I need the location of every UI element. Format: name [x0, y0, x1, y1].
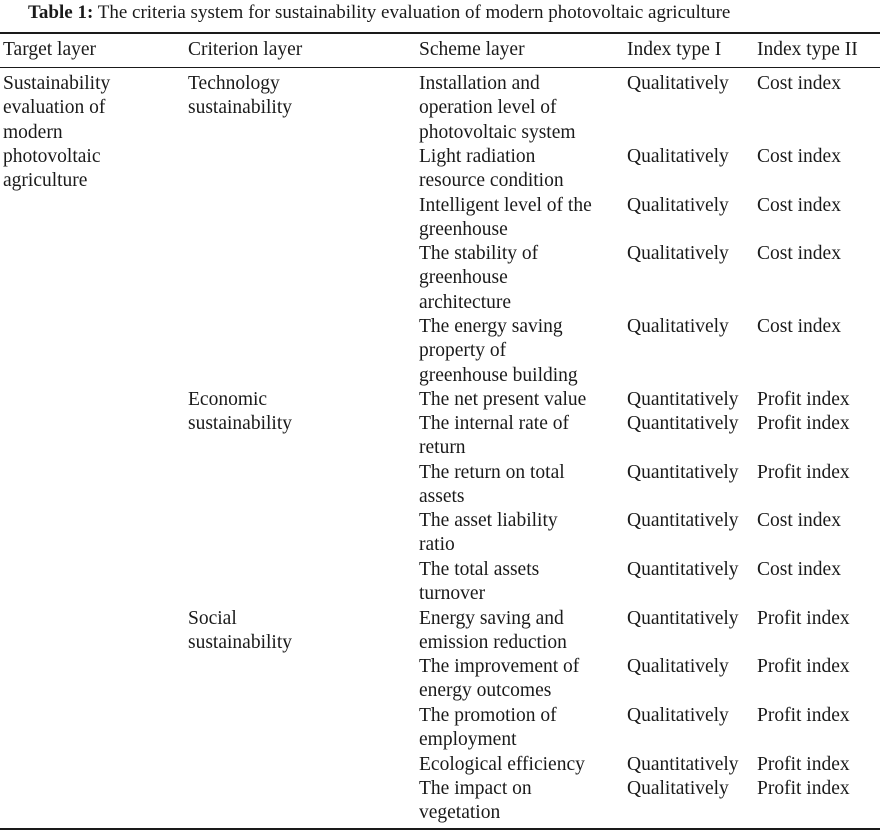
- index-type-1-cell: Qualitatively: [627, 778, 729, 799]
- scheme-cell: [419, 509, 624, 558]
- index-type-1-cell: Quantitatively: [627, 462, 739, 483]
- index-type-2-cell: Profit index: [757, 778, 850, 799]
- scheme-line: resource condition: [419, 170, 564, 192]
- scheme-line: The net present value: [419, 389, 587, 410]
- scheme-line: Intelligent level of the: [419, 195, 592, 216]
- scheme-cell: [419, 194, 624, 243]
- header-criterion-layer: Criterion layer: [188, 39, 303, 60]
- scheme-cell: [419, 777, 624, 826]
- scheme-line: architecture: [419, 291, 512, 313]
- scheme-line: photovoltaic system: [419, 121, 576, 143]
- scheme-line: The promotion of: [419, 705, 557, 726]
- scheme-line: vegetation: [419, 802, 501, 824]
- scheme-cell: [419, 388, 624, 412]
- header-scheme-layer: Scheme layer: [419, 39, 525, 60]
- scheme-line: The asset liability: [419, 510, 558, 531]
- scheme-line: The improvement of: [419, 656, 580, 677]
- top-rule: [0, 32, 880, 34]
- target-line: evaluation of: [3, 97, 106, 119]
- scheme-cell: [419, 655, 624, 704]
- scheme-line: ratio: [419, 534, 455, 556]
- scheme-line: employment: [419, 729, 517, 751]
- scheme-line: greenhouse building: [419, 364, 578, 386]
- scheme-cell: [419, 607, 624, 656]
- criterion-line: Social: [188, 608, 237, 629]
- criterion-line: sustainability: [188, 413, 292, 435]
- scheme-line: The impact on: [419, 778, 532, 799]
- index-type-2-cell: Profit index: [757, 608, 850, 629]
- scheme-line: return: [419, 437, 466, 459]
- index-type-1-cell: Qualitatively: [627, 73, 729, 94]
- scheme-line: Ecological efficiency: [419, 754, 585, 775]
- scheme-line: property of: [419, 340, 507, 362]
- criterion-line: Economic: [188, 389, 268, 410]
- index-type-1-cell: Qualitatively: [627, 316, 729, 337]
- scheme-cell: [419, 242, 624, 315]
- scheme-cell: [419, 315, 624, 388]
- index-type-1-cell: Quantitatively: [627, 559, 739, 580]
- index-type-1-cell: Quantitatively: [627, 389, 739, 410]
- index-type-2-cell: Profit index: [757, 754, 850, 775]
- scheme-line: operation level of: [419, 97, 557, 119]
- criterion-technology: [188, 72, 413, 121]
- index-type-1-cell: Qualitatively: [627, 195, 729, 216]
- scheme-line: The total assets: [419, 559, 540, 580]
- scheme-line: The energy saving: [419, 316, 563, 337]
- table-caption: [0, 0, 880, 30]
- index-type-2-cell: Cost index: [757, 559, 841, 580]
- header-target-layer: Target layer: [3, 39, 97, 60]
- scheme-line: The stability of: [419, 243, 539, 264]
- criterion-social: [188, 607, 413, 656]
- index-type-2-cell: Profit index: [757, 656, 850, 677]
- index-type-1-cell: Qualitatively: [627, 146, 729, 167]
- scheme-cell: [419, 412, 624, 461]
- index-type-2-cell: Cost index: [757, 146, 841, 167]
- scheme-cell: [419, 704, 624, 753]
- index-type-2-cell: Profit index: [757, 462, 850, 483]
- scheme-cell: [419, 145, 624, 194]
- caption-text: The criteria system for sustainability evaluation of modern photovoltaic agriculture: [97, 2, 731, 23]
- index-type-2-cell: Profit index: [757, 389, 850, 410]
- index-type-2-cell: Cost index: [757, 243, 841, 264]
- bottom-rule: [0, 828, 880, 830]
- index-type-2-cell: Cost index: [757, 316, 841, 337]
- target-layer-cell: [3, 72, 183, 193]
- scheme-line: emission reduction: [419, 632, 567, 654]
- index-type-1-cell: Quantitatively: [627, 413, 739, 434]
- criterion-line: sustainability: [188, 632, 292, 654]
- target-line: agriculture: [3, 170, 88, 192]
- caption-label: Table 1:: [28, 2, 94, 23]
- index-type-1-cell: Qualitatively: [627, 243, 729, 264]
- scheme-line: Energy saving and: [419, 608, 564, 629]
- index-type-1-cell: Qualitatively: [627, 705, 729, 726]
- scheme-cell: [419, 558, 624, 607]
- scheme-line: The return on total: [419, 462, 565, 483]
- scheme-line: assets: [419, 486, 465, 508]
- index-type-1-cell: Quantitatively: [627, 510, 739, 531]
- header-index-type-2: Index type II: [757, 39, 858, 60]
- scheme-line: greenhouse: [419, 267, 508, 289]
- scheme-line: The internal rate of: [419, 413, 569, 434]
- index-type-2-cell: Cost index: [757, 195, 841, 216]
- index-type-2-cell: Profit index: [757, 705, 850, 726]
- scheme-line: energy outcomes: [419, 680, 552, 702]
- index-type-1-cell: Quantitatively: [627, 754, 739, 775]
- criterion-line: sustainability: [188, 97, 292, 119]
- scheme-cell: [419, 753, 624, 777]
- header-index-type-1: Index type I: [627, 39, 722, 60]
- scheme-line: greenhouse: [419, 219, 508, 241]
- index-type-2-cell: Cost index: [757, 73, 841, 94]
- scheme-line: Installation and: [419, 73, 540, 94]
- index-type-2-cell: Profit index: [757, 413, 850, 434]
- target-line: modern: [3, 121, 63, 143]
- index-type-2-cell: Cost index: [757, 510, 841, 531]
- scheme-cell: [419, 72, 624, 145]
- target-line: Sustainability: [3, 73, 111, 94]
- index-type-1-cell: Quantitatively: [627, 608, 739, 629]
- header-rule: [0, 67, 880, 68]
- scheme-line: Light radiation: [419, 146, 536, 167]
- scheme-cell: [419, 461, 624, 510]
- criterion-line: Technology: [188, 73, 280, 94]
- scheme-line: turnover: [419, 583, 486, 605]
- target-line: photovoltaic: [3, 145, 101, 167]
- criterion-economic: [188, 388, 413, 437]
- index-type-1-cell: Qualitatively: [627, 656, 729, 677]
